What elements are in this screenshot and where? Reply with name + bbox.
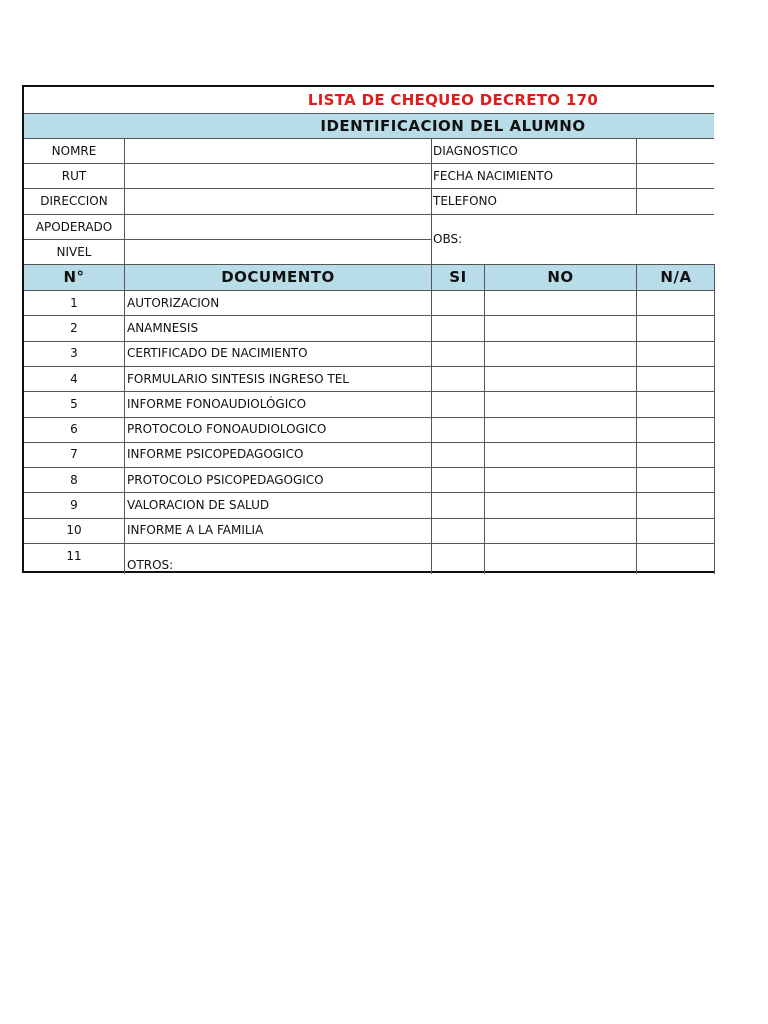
doc-row-name: VALORACION DE SALUD (127, 498, 270, 513)
doc-row-name: PROTOCOLO FONOAUDIOLOGICO (127, 422, 327, 437)
checkbox-si[interactable] (432, 492, 484, 517)
input-nombre[interactable] (125, 138, 431, 163)
doc-row-number: 9 (70, 498, 78, 513)
label-nombre: NOMRE (51, 143, 97, 158)
header-si: SI (449, 268, 467, 286)
checkbox-si[interactable] (432, 417, 484, 442)
checklist-sheet (22, 85, 714, 573)
checkbox-na[interactable] (637, 290, 714, 315)
doc-row-name: CERTIFICADO DE NACIMIENTO (127, 346, 308, 361)
label-diagnostico: DIAGNOSTICO (433, 143, 518, 158)
input-rut[interactable] (125, 163, 431, 188)
doc-row-number: 7 (70, 447, 78, 462)
checkbox-no[interactable] (485, 492, 636, 517)
label-obs: OBS: (433, 232, 463, 246)
checkbox-no[interactable] (485, 518, 636, 543)
doc-row-name: ANAMNESIS (127, 320, 199, 335)
checkbox-no[interactable] (485, 417, 636, 442)
label-fecha-nacimiento: FECHA NACIMIENTO (433, 168, 554, 183)
input-direccion[interactable] (125, 188, 431, 214)
checkbox-si[interactable] (432, 467, 484, 492)
doc-row-number: 3 (70, 346, 78, 361)
checkbox-na[interactable] (637, 543, 714, 574)
doc-row-number: 2 (70, 320, 78, 335)
doc-row-number: 8 (70, 472, 78, 487)
checkbox-na[interactable] (637, 341, 714, 366)
checkbox-no[interactable] (485, 290, 636, 315)
checkbox-no[interactable] (485, 341, 636, 366)
doc-row-name: PROTOCOLO PSICOPEDAGOGICO (127, 472, 324, 487)
doc-row-name: INFORME FONOAUDIOLÓGICO (127, 396, 307, 411)
section-title: IDENTIFICACION DEL ALUMNO (24, 113, 714, 138)
doc-row-number: 10 (66, 523, 82, 538)
checkbox-si[interactable] (432, 391, 484, 416)
input-fecha-nacimiento[interactable] (637, 163, 715, 188)
checkbox-no[interactable] (485, 315, 636, 340)
checkbox-na[interactable] (637, 518, 714, 543)
checkbox-si[interactable] (432, 315, 484, 340)
checkbox-si[interactable] (432, 518, 484, 543)
checkbox-no[interactable] (485, 442, 636, 467)
checkbox-no[interactable] (485, 543, 636, 574)
doc-row-number: 11 (66, 549, 82, 563)
checkbox-si[interactable] (432, 290, 484, 315)
doc-row-name: AUTORIZACION (127, 295, 220, 310)
header-documento: DOCUMENTO (221, 268, 335, 286)
header-no: NO (547, 268, 574, 286)
input-diagnostico[interactable] (637, 138, 715, 163)
doc-row-name: INFORME A LA FAMILIA (127, 523, 264, 538)
checkbox-na[interactable] (637, 492, 714, 517)
input-telefono[interactable] (637, 188, 715, 214)
checkbox-na[interactable] (637, 442, 714, 467)
checkbox-si[interactable] (432, 442, 484, 467)
checkbox-no[interactable] (485, 467, 636, 492)
label-telefono: TELEFONO (433, 194, 497, 208)
label-rut: RUT (61, 168, 87, 183)
doc-row-name: INFORME PSICOPEDAGOGICO (127, 447, 304, 462)
checkbox-no[interactable] (485, 366, 636, 391)
doc-row-name: OTROS: (127, 558, 174, 572)
checkbox-na[interactable] (637, 391, 714, 416)
checkbox-na[interactable] (637, 417, 714, 442)
checkbox-na[interactable] (637, 315, 714, 340)
label-direccion: DIRECCION (40, 194, 108, 208)
checkbox-no[interactable] (485, 391, 636, 416)
doc-row-name: FORMULARIO SINTESIS INGRESO TEL (127, 371, 349, 386)
checkbox-si[interactable] (432, 366, 484, 391)
doc-row-number: 1 (70, 295, 78, 310)
checkbox-na[interactable] (637, 366, 714, 391)
doc-row-number: 4 (70, 371, 78, 386)
sheet-title: LISTA DE CHEQUEO DECRETO 170 (307, 91, 599, 109)
doc-row-number: 6 (70, 422, 78, 437)
label-nivel: NIVEL (56, 244, 92, 259)
header-na: N/A (660, 268, 692, 286)
checkbox-na[interactable] (637, 467, 714, 492)
checkbox-si[interactable] (432, 341, 484, 366)
label-apoderado: APODERADO (35, 219, 113, 234)
input-apoderado[interactable] (125, 214, 431, 239)
doc-row-number: 5 (70, 396, 78, 411)
header-num: N° (63, 268, 85, 286)
input-nivel[interactable] (125, 239, 431, 264)
checkbox-si[interactable] (432, 543, 484, 574)
